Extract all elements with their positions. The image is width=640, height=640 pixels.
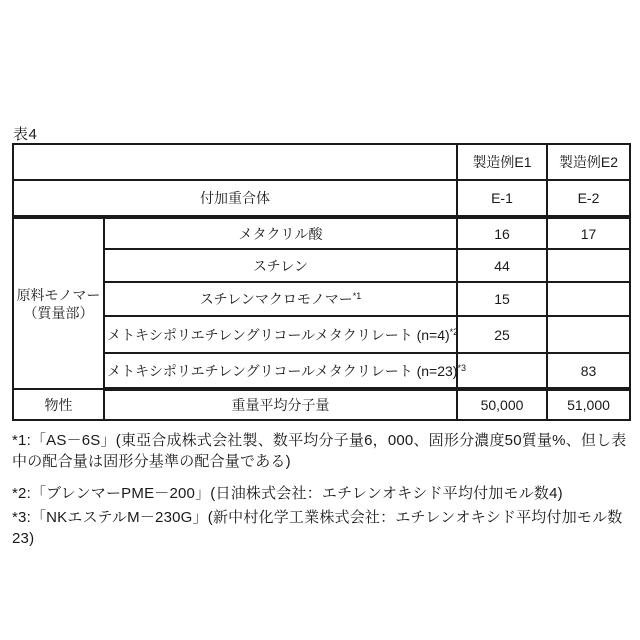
monomer-row [13, 353, 630, 389]
footnote-marker: *1 [352, 291, 362, 301]
monomer-e2-value: 83 [547, 353, 630, 389]
data-table [12, 143, 631, 421]
monomer-name: スチレンマクロモノマー [199, 291, 353, 307]
monomer-group-label-line1: 原料モノマー [16, 286, 101, 303]
monomer-name-cell [104, 282, 457, 316]
monomer-name: スチレン [252, 257, 309, 274]
header-col-e1: 製造例E1 [457, 144, 547, 180]
footnote-marker: *3 [457, 362, 466, 373]
monomer-name: メタクリル酸 [238, 225, 323, 242]
monomer-group-label-line2: （質量部） [23, 304, 94, 321]
monomer-e1-value [457, 353, 547, 389]
monomer-group-cell [13, 217, 104, 389]
monomer-e1-value: 15 [457, 282, 547, 316]
property-row [13, 389, 630, 420]
monomer-e2-value [547, 282, 630, 316]
property-group-cell: 物性 [13, 389, 104, 420]
monomer-row [13, 217, 630, 249]
monomer-e1-value: 25 [457, 316, 547, 353]
monomer-name: メトキシポリエチレングリコールメタクリレート (n=23) [107, 362, 458, 379]
monomer-row [13, 316, 630, 353]
polymer-row-label: 付加重合体 [13, 180, 457, 217]
polymer-e2-value: E-2 [547, 180, 630, 217]
monomer-name-cell [104, 316, 457, 353]
polymer-row [13, 180, 630, 217]
monomer-name-cell [104, 249, 457, 282]
monomer-name: メトキシポリエチレングリコールメタクリレート (n=4) [107, 326, 450, 343]
header-blank-cell [13, 144, 457, 180]
footnotes-section [12, 430, 630, 552]
footnote-marker: *2 [449, 326, 459, 337]
property-name-cell: 重量平均分子量 [104, 389, 457, 420]
footnote-3: *3:「NKエステルM－230G」(新中村化学工業株式会社：エチレンオキシド平均付加モル数23) [12, 509, 623, 547]
header-col-e2: 製造例E2 [547, 144, 630, 180]
monomer-name-cell [104, 353, 466, 389]
property-e1-value: 50,000 [457, 389, 547, 420]
monomer-name-cell [104, 217, 457, 249]
footnote-2: *2:「ブレンマーPME－200」(日油株式会社：エチレンオキシド平均付加モル数4) [12, 485, 563, 502]
monomer-row [13, 282, 630, 316]
table-caption: 表4 [13, 126, 38, 143]
monomer-e2-value: 17 [547, 217, 630, 249]
polymer-e1-value: E-1 [457, 180, 547, 217]
property-e2-value: 51,000 [547, 389, 630, 420]
monomer-row [13, 249, 630, 282]
monomer-e1-value: 16 [457, 217, 547, 249]
footnote-1: *1:「AS－6S」(東亞合成株式会社製、数平均分子量6，000、固形分濃度50質量%、但し表中の配合量は固形分基準の配合量である) [12, 432, 627, 470]
monomer-e2-value [547, 249, 630, 282]
header-row [13, 144, 630, 180]
monomer-e1-value: 44 [457, 249, 547, 282]
monomer-e2-value [547, 316, 630, 353]
